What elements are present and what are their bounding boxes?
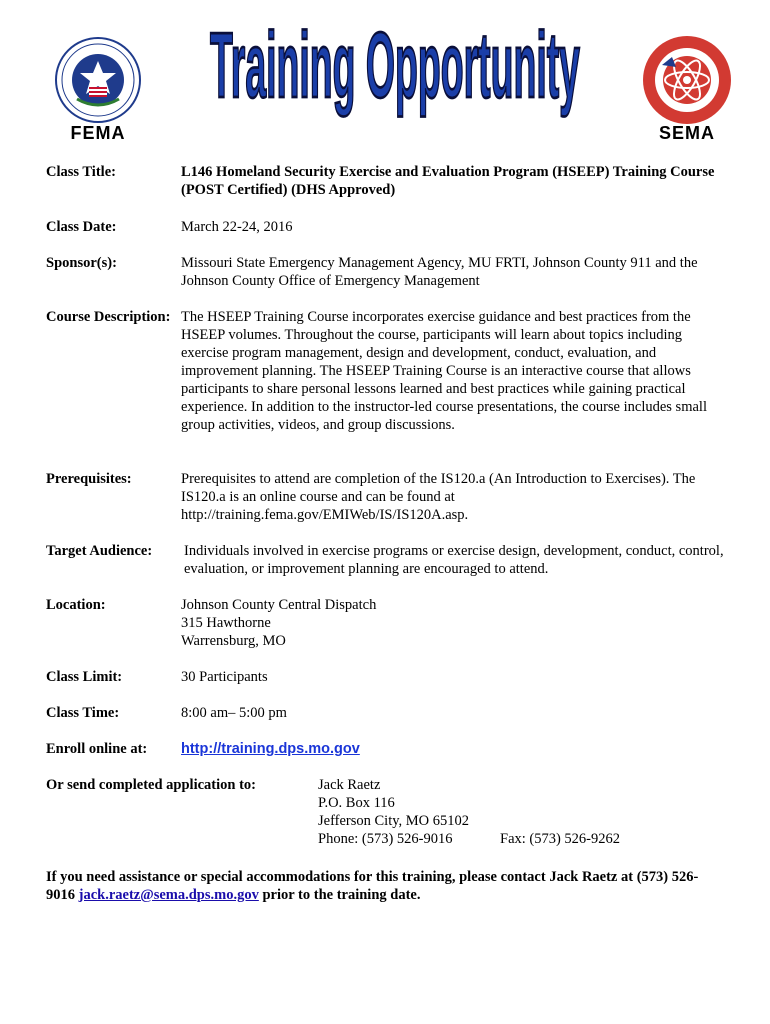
location-value [181, 596, 726, 650]
dhs-seal-logo [55, 37, 141, 123]
mail-to-phone: Phone: (573) 526-9016 [318, 831, 453, 847]
enroll-link[interactable]: http://training.dps.mo.gov [181, 741, 360, 757]
course-description-label: Course Description: [46, 309, 171, 325]
class-date-value: March 22-24, 2016 [181, 219, 293, 235]
class-limit-label: Class Limit: [46, 669, 123, 685]
assistance-text: If you need assistance or special accommodations for this training, please contact Jack Raetz at (573) 526-9016 [46, 869, 699, 903]
sema-seal-logo [642, 35, 732, 125]
course-description-value: The HSEEP Training Course incorporates exercise guidance and best practices from the HSEEP volumes. Throughout the course, participants will learn about topics including exercise program management, design and development, conduct, evaluation, and improvement planning. The HSEEP Training Course is an interactive course that allows participants to share personal lessons learned and best practices while gaining practical experience. In addition to the instructor-led course presentations, the course includes small group activities, videos, and group discussions. [181, 309, 707, 433]
training-opportunity-headline [205, 22, 585, 142]
enroll-value [181, 740, 726, 758]
mail-to-fax: Fax: (573) 526-9262 [500, 831, 621, 847]
mail-to-city: Jefferson City, MO 65102 [318, 813, 470, 829]
mail-to-name: Jack Raetz [318, 777, 381, 793]
target-audience-value: Individuals involved in exercise programs or exercise design, development, conduct, control, evaluation, or improvement planning are encouraged to attend. [184, 543, 724, 577]
assistance-email-link[interactable]: jack.raetz@sema.dps.mo.gov [78, 887, 259, 903]
class-date-label: Class Date: [46, 219, 117, 235]
class-time-label: Class Time: [46, 705, 120, 721]
page-header [0, 0, 770, 155]
sema-label: SEMA [658, 123, 715, 143]
sponsors-value: Missouri State Emergency Management Agency, MU FRTI, Johnson County 911 and the Johnson County Office of Emergency Management [181, 255, 698, 289]
prerequisites-value: Prerequisites to attend are completion of the IS120.a (An Introduction to Exercises). The IS120.a is an online course and can be found at http://training.fema.gov/EMIWeb/IS/IS120A.asp. [181, 471, 696, 523]
class-time-value: 8:00 am– 5:00 pm [181, 705, 287, 721]
class-title-label: Class Title: [46, 164, 116, 180]
mail-to-address [318, 776, 718, 848]
headline-text: Training Opportunity [209, 22, 581, 117]
class-title-value: L146 Homeland Security Exercise and Evaluation Program (HSEEP) Training Course (POST Certified) (DHS Approved) [181, 164, 715, 198]
location-line-1: Johnson County Central Dispatch [181, 597, 377, 613]
mail-to-label: Or send completed application to: [46, 777, 256, 793]
mail-to-box: P.O. Box 116 [318, 795, 395, 811]
location-line-3: Warrensburg, MO [181, 633, 286, 649]
location-line-2: 315 Hawthorne [181, 615, 271, 631]
assistance-text-after: prior to the training date. [262, 887, 421, 903]
location-label: Location: [46, 597, 106, 613]
assistance-note [46, 868, 726, 904]
prerequisites-label: Prerequisites: [46, 471, 132, 487]
mail-to-contact-line [318, 830, 718, 848]
class-limit-value: 30 Participants [181, 669, 268, 685]
sponsors-label: Sponsor(s): [46, 255, 117, 271]
target-audience-label: Target Audience: [46, 543, 153, 559]
enroll-label: Enroll online at: [46, 741, 148, 757]
fema-label: FEMA [70, 123, 126, 143]
